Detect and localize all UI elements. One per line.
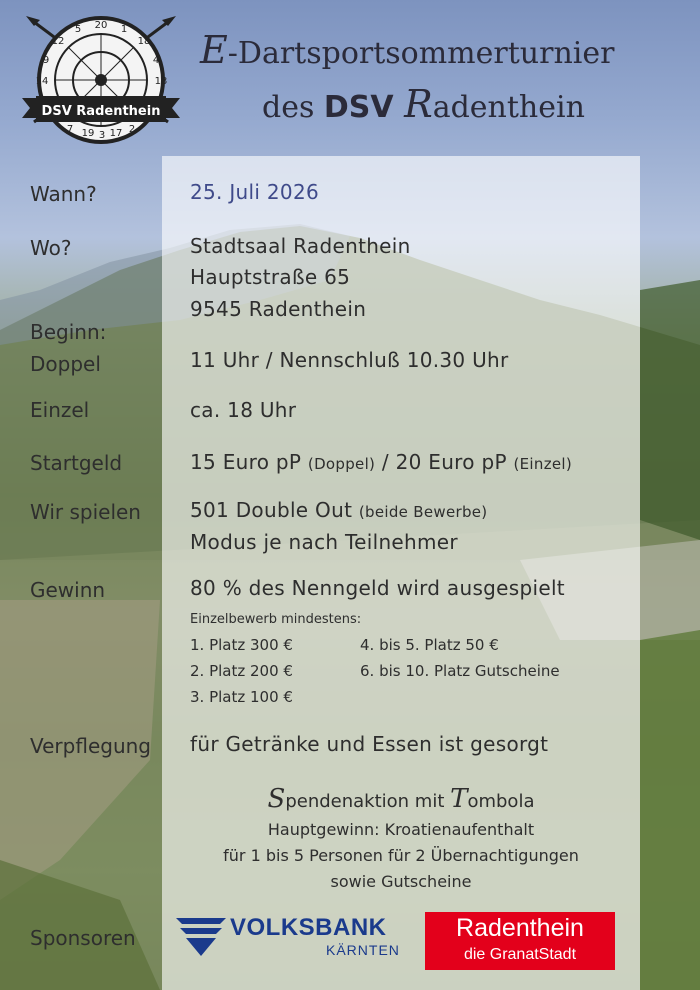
title-initial: R <box>404 82 433 126</box>
prize-third: 3. Platz 100 € <box>190 688 293 706</box>
radenthein-logo <box>425 912 615 970</box>
raffle-title: Spendenaktion mit Tombola <box>267 784 535 814</box>
board-number: 3 <box>98 130 106 141</box>
venue-name: Stadtsaal Radenthein <box>190 234 411 258</box>
bank-name: VOLKSBANK <box>230 914 387 941</box>
town-tagline: die GranatStadt <box>463 946 577 963</box>
board-number: 2 <box>128 124 136 135</box>
board-number: 17 <box>109 128 123 139</box>
venue-street: Hauptstraße 65 <box>190 265 351 289</box>
title-club: DSV <box>323 90 405 125</box>
doubles-label: Doppel <box>30 352 101 376</box>
raffle-prize-detail: für 1 bis 5 Personen für 2 Übernachtigungen <box>223 846 579 865</box>
board-number: 1 <box>120 24 128 35</box>
fee-value: 15 Euro pP (Doppel) / 20 Euro pP (Einzel) <box>190 450 573 474</box>
fee-label: Startgeld <box>30 451 123 475</box>
raffle-vouchers: sowie Gutscheine <box>330 872 472 891</box>
title-text: -Dartsportsommerturnier <box>227 36 615 71</box>
title-text: adenthein <box>432 90 585 125</box>
title-initial: E <box>200 28 228 72</box>
prize-second: 2. Platz 200 € <box>190 662 293 680</box>
club-logo <box>12 10 190 150</box>
food-label: Verpflegung <box>30 734 151 758</box>
board-number: 18 <box>137 36 151 47</box>
page-title-line2 <box>262 82 585 126</box>
mode-value: 501 Double Out (beide Bewerbe) <box>190 498 488 522</box>
volksbank-logo <box>176 912 412 968</box>
prize-label: Gewinn <box>30 578 106 602</box>
title-text: des <box>262 90 324 125</box>
sponsors-label: Sponsoren <box>30 926 136 950</box>
board-number: 20 <box>94 20 108 31</box>
singles-label: Einzel <box>30 398 90 422</box>
bank-region: KÄRNTEN <box>326 942 400 958</box>
volksbank-icon <box>176 916 226 956</box>
board-number: 5 <box>74 24 82 35</box>
logo-club-name: DSV Radenthein <box>41 104 161 119</box>
board-number: 19 <box>81 128 95 139</box>
prize-value: 80 % des Nenngeld wird ausgespielt <box>190 576 565 600</box>
food-value: für Getränke und Essen ist gesorgt <box>190 732 549 756</box>
venue-city: 9545 Radenthein <box>190 297 367 321</box>
prize-sixth: 6. bis 10. Platz Gutscheine <box>360 662 560 680</box>
prize-first: 1. Platz 300 € <box>190 636 293 654</box>
board-number: 14 <box>35 76 49 87</box>
singles-time: ca. 18 Uhr <box>190 398 297 422</box>
prize-fourth: 4. bis 5. Platz 50 € <box>360 636 499 654</box>
board-number: 13 <box>154 76 168 87</box>
start-label: Beginn: <box>30 320 107 344</box>
board-number: 7 <box>66 124 74 135</box>
page-title-line1 <box>200 28 614 72</box>
board-number: 12 <box>51 36 65 47</box>
date-value: 25. Juli 2026 <box>190 180 320 204</box>
where-label: Wo? <box>30 236 72 260</box>
board-number: 4 <box>152 55 160 66</box>
prize-subtitle: Einzelbewerb mindestens: <box>190 612 362 627</box>
when-label: Wann? <box>30 182 97 206</box>
town-name: Radenthein <box>456 914 584 942</box>
raffle-main-prize: Hauptgewinn: Kroatienaufenthalt <box>267 820 535 839</box>
mode-label: Wir spielen <box>30 500 141 524</box>
mode-note: Modus je nach Teilnehmer <box>190 530 458 554</box>
board-number: 9 <box>42 55 50 66</box>
doubles-time: 11 Uhr / Nennschluß 10.30 Uhr <box>190 348 509 372</box>
